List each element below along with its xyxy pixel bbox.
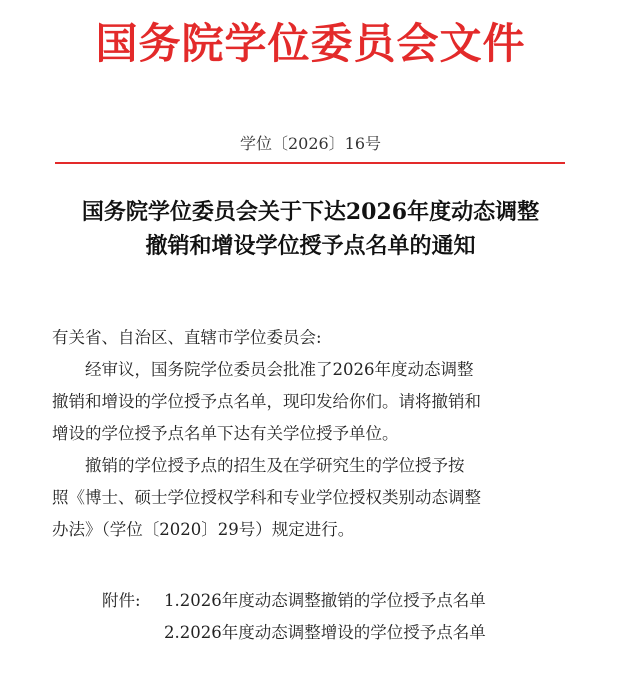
paragraph-2-line-2: 照《博士、硕士学位授权学科和专业学位授权类别动态调整	[52, 488, 481, 507]
attachment-item-1: 1.2026年度动态调整撤销的学位授予点名单	[164, 591, 486, 610]
paragraph-2-line-3: 办法》（学位〔2020〕29号）规定进行。	[52, 520, 355, 539]
attachment-row-1	[102, 585, 582, 617]
document-header-title: 国务院学位委员会文件	[95, 19, 526, 68]
attachment-item-2: 2.2026年度动态调整增设的学位授予点名单	[164, 623, 486, 642]
attachments-label: 附件:	[102, 591, 141, 610]
paragraph-1-line-3: 增设的学位授予点名单下达有关学位授予单位。	[52, 424, 399, 443]
attachments-section	[102, 585, 582, 649]
paragraph-2-line-1: 撤销的学位授予点的招生及在学研究生的学位授予按	[85, 456, 465, 475]
notice-title-line-2: 撤销和增设学位授予点名单的通知	[145, 233, 476, 259]
notice-body	[52, 322, 572, 546]
notice-title	[30, 195, 591, 263]
red-divider-line	[55, 162, 565, 164]
paragraph-1-line-2: 撤销和增设的学位授予点名单，现印发给你们。请将撤销和	[52, 392, 481, 411]
document-number: 学位〔2026〕16号	[239, 134, 382, 153]
paragraph-1-line-1: 经审议，国务院学位委员会批准了2026年度动态调整	[85, 360, 474, 379]
addressee: 有关省、自治区、直辖市学位委员会:	[52, 328, 322, 347]
notice-title-line-1: 国务院学位委员会关于下达2026年度动态调整	[81, 199, 540, 225]
attachment-row-2	[102, 617, 582, 649]
